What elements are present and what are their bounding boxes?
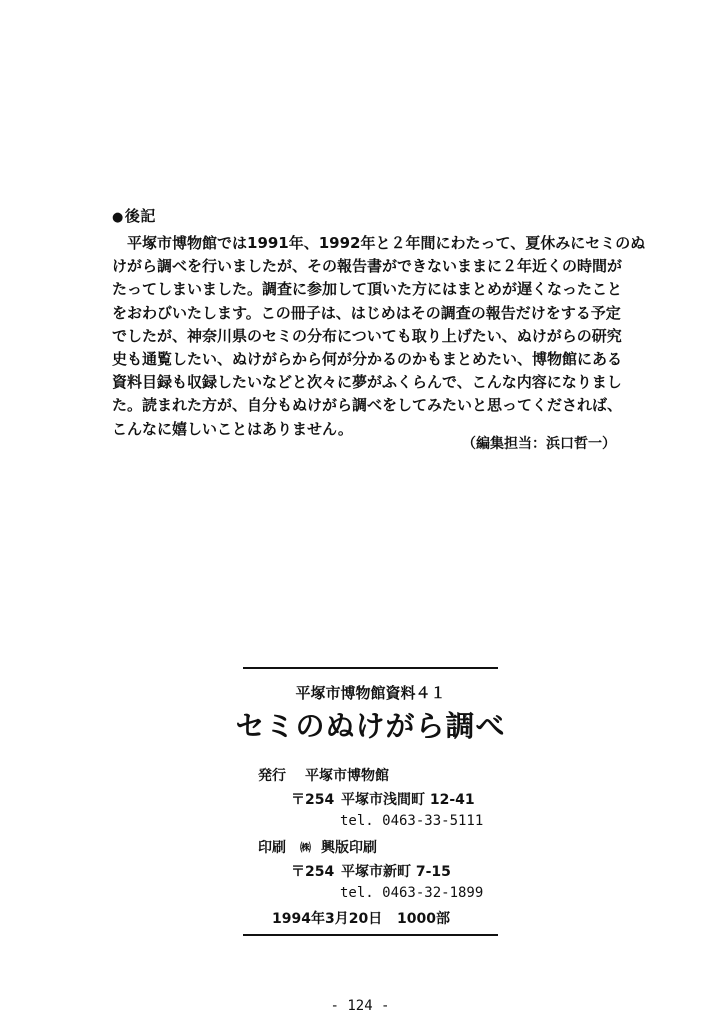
afterword-line: こんなに嬉しいことはありません。 (112, 419, 353, 438)
book-title: セミのぬけがら調べ (235, 709, 506, 743)
printer-address: 平塚市新町 7-15 (341, 864, 451, 880)
printer-phone: tel. 0463-32-1899 (340, 885, 484, 901)
afterword-line: でしたが、神奈川県のセミの分布についても取り上げたい、ぬけがらの研究 (112, 326, 622, 345)
afterword-line: けがら調べを行いましたが、その報告書ができないままに２年近くの時間が (112, 257, 623, 276)
publisher-name: 平塚市博物館 (305, 768, 389, 784)
afterword-line: たってしまいました。調査に参加して頂いた方にはまとめが遅くなったこと (112, 280, 623, 299)
publisher-address: 平塚市浅間町 12-41 (341, 792, 475, 808)
afterword-heading-text: 後記 (124, 207, 156, 225)
afterword-heading (112, 206, 622, 228)
afterword-line: 史も通覧したい、ぬけがらから何が分かるのかもまとめたい、博物館にある (112, 349, 623, 368)
printer-postal-code: 〒254 (291, 864, 335, 880)
publisher-phone: tel. 0463-33-5111 (340, 813, 484, 829)
colophon-bottom-rule (243, 934, 498, 936)
editor-credit: （編集担当：浜口哲一） (462, 436, 616, 452)
afterword-section (112, 206, 646, 441)
printer-company-mark: ㈱ (300, 841, 311, 854)
printer-name: 興版印刷 (321, 840, 377, 856)
print-run: 1000部 (397, 911, 450, 927)
colophon-top-rule (243, 667, 498, 669)
afterword-body (112, 232, 646, 441)
afterword-line: をおわびいたします。この冊子は、はじめはその調査の報告だけをする予定 (112, 303, 621, 322)
series-name: 平塚市博物館資料４１ (295, 684, 446, 702)
printer-label: 印刷 (258, 840, 286, 856)
page-number: - 124 - (330, 998, 390, 1014)
afterword-line: 資料目録も収録したいなどと次々に夢がふくらんで、こんな内容になりまし (112, 373, 622, 392)
publisher-postal-code: 〒254 (291, 792, 335, 808)
afterword-line: た。読まれた方が、自分もぬけがら調べをしてみたいと思ってくだされば、 (112, 396, 623, 415)
afterword-line: 平塚市博物館では1991年、1992年と２年間にわたって、夏休みにセミのぬ (112, 234, 646, 252)
publication-date: 1994年3月20日 (272, 911, 383, 927)
publisher-label: 発行 (258, 768, 286, 784)
bullet-icon: ● (112, 210, 124, 225)
